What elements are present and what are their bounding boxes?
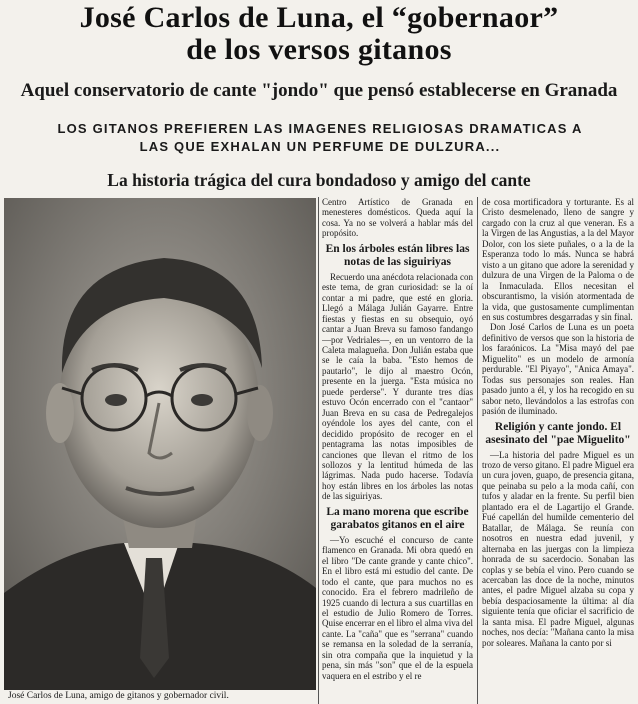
article-column-2 [322,197,473,704]
subheadline: Aquel conservatorio de cante "jondo" que pensó establecerse en Granada [20,80,618,101]
article-column-3 [482,197,634,704]
portrait-illustration [4,198,316,690]
column-rule [477,197,478,704]
column-2-intro: Centro Artístico de Granada en menesteres domésticos. Queda aquí la cosa. Ya no se volverá a hablar más del propósito. [322,197,473,239]
portrait-photo [4,198,316,690]
column-3-subhead: Religión y cante jondo. El asesinato del "pae Miguelito" [485,420,631,446]
photo-caption: José Carlos de Luna, amigo de gitanos y gobernador civil. [8,691,229,701]
headline-line-2: de los versos gitanos [186,33,452,66]
column-rule [318,197,319,704]
column-3-paragraph-1: Don José Carlos de Luna es un poeta definitivo de versos que son la historia de los faraónicos. La "Misa mayó del pae Miguelito" es un modelo de armonía perdurable. "El Piyayo", "Anica Amaya". Todas sus personajes son reales. Han pasado junto a él, y los ha recogido en su sabor neto, llevándolos a las estrofas con pasión de iluminado. [482,322,634,417]
column-2-paragraph-2: —Yo escuché el concurso de cante flamenco en Granada. Mi obra quedó en el libro "De cante grande y cante chico". En el libro está mi estudio del cante. De todo el cante, que para muchos no es conocido. Era el febrero madrileño de 1925 cuando di lectura a sus cuartillas en el estudio de Julio Romero de Torres. Quise encerrar en el libro el alma viva del cante. La "caña" que es "serrana" cuando se remansa en la soledad de la serranía, sin otra compaña que la inquietud y la pena, sin más "son" que el de la espuela vaquera en el estribo y el re [322,534,473,681]
column-2-paragraph-1: Recuerdo una anécdota relacionada con este tema, de gran curiosidad: se la oí contar a mi padre, que esté en gloria. Llegó a Málaga Julián Gayarre. Entre fiestas y fiestas en su obsequio, oyó cantar a Juan Breva su famoso fandango—por Vedriales—, en un ventorro de la Caleta malagueña. Don Julián estaba que se le caía la baba. "Esto hemos de pautarlo", le dijo al maestro Ocón, presente en la juerga. "Esta música no puede perderse". Y durante tres días estuvo Ocón encerrado con el "cantaor" Juan Breva en su casa de Pedregalejos oyéndole los ayes del cante, con el decidido propósito de recoger en el pentagrama las notas imposibles de canciones que llevan el ritmo de los sollozos y la lentitud húmeda de las lágrimas. Nada pudo hacerse. Todavía hoy están libres en los árboles las notas de las siguiriyas. [322,271,473,502]
column-3-paragraph-2: —La historia del padre Miguel es un trozo de verso gitano. El padre Miguel era un cura joven, guapo, de presencia gitana, que peinaba su pelo a la moda cañí, con tufos y aladar en la frente. Su perfil bien plantado era el de Lagartijo el Grande. Fué capellán del humilde cementerio del Batallar, de Málaga. Se reunía con nosotros en nuestra edad juvenil, y alternaba en las juergas con la limpieza honrada de su sacerdocio. Sonaban las coplas y se bebía el vino. Pero cuando se acercaban las doce de la noche, minutos antes, el padre Miguel alzaba su copa y bebía despaciosamente la última: al día siguiente tenía que oficiar el sacrificio de la santa misa. El padre Miguel, algunas noches, nos decía: "Mañana canto la misa por soleares. Mañana la canto por si [482,449,634,648]
section-title: La historia trágica del cura bondadoso y amigo del cante [107,170,531,190]
column-2-subhead-1: En los árboles están libres las notas de las siguiriyas [325,242,470,268]
column-3-intro: de cosa mortificadora y torturante. Es al Cristo desmelenado, lleno de sangre y cargado con la cruz al que veneran. Es a la Virgen de las Angustias, a la del Mayor Dolor, con los siete puñales, o a la de la Esperanza todo lo más. Nunca se habrá visto a un gitano que adore la serenidad y dulzura de una Virgen de la Paloma o de la Inmaculada. Ellos necesitan el obscurantismo, la visión atormentada de la vida, que gustosamente cumplimentan en sus costumbres desgarradas y sin final. [482,197,634,322]
deck: LOS GITANOS PREFIEREN LAS IMAGENES RELIGIOSAS DRAMATICAS A LAS QUE EXHALAN UN PERFUME DE DULZURA... [57,121,583,154]
column-2-subhead-2: La mano morena que escribe garabatos gitanos en el aire [326,505,469,531]
headline-line-1: José Carlos de Luna, el “gobernaor” [79,1,559,34]
